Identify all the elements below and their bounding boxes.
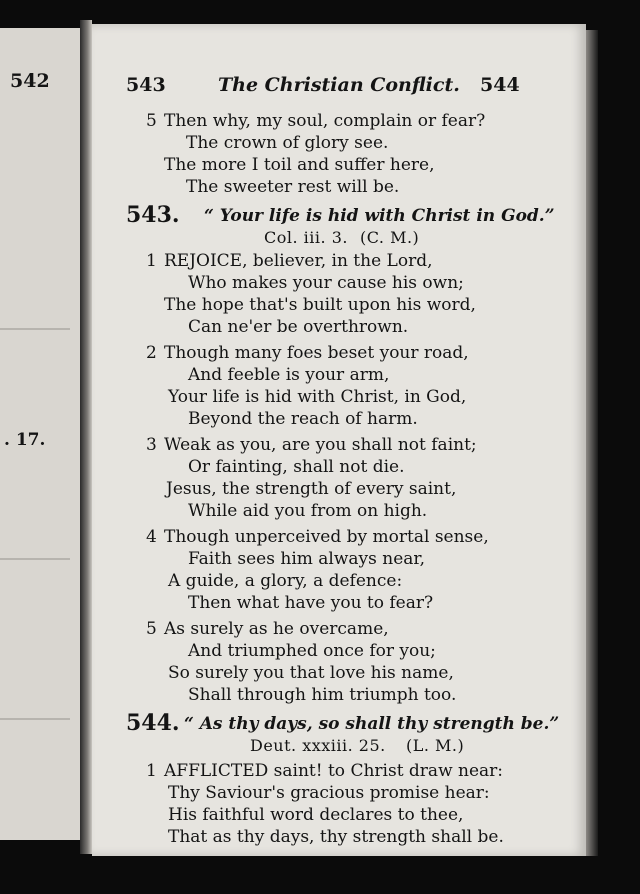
verse-line: The more I toil and suffer here,	[164, 155, 435, 175]
running-head-right-number: 544	[480, 74, 520, 96]
verse-number: 2	[146, 343, 157, 363]
verse-line: So surely you that love his name,	[168, 663, 454, 683]
scripture-reference: Deut. xxxiii. 25.	[250, 736, 386, 755]
verse-line: AFFLICTED saint! to Christ draw near:	[164, 761, 504, 781]
scripture-reference: Col. iii. 3.	[264, 228, 348, 247]
verse-line: The sweeter rest will be.	[186, 177, 400, 197]
verse-line: REJOICE, believer, in the Lord,	[164, 251, 433, 271]
left-page-rule	[0, 328, 70, 330]
left-page-rule	[0, 558, 70, 560]
verse-line: And feeble is your arm,	[188, 365, 390, 385]
verse-line: Weak as you, are you shall not faint;	[164, 435, 477, 455]
hymn-number: 543.	[126, 202, 180, 228]
page-right-edge	[586, 30, 598, 856]
verse-line: Beyond the reach of harm.	[188, 409, 418, 429]
verse-line: Can ne'er be overthrown.	[188, 317, 409, 337]
running-head-title: The Christian Conflict.	[218, 74, 460, 96]
book-gutter	[80, 20, 92, 854]
verse-line: Though unperceived by mortal sense,	[164, 527, 489, 547]
verse-line: That as thy days, thy strength shall be.	[168, 827, 504, 847]
running-head-left-number: 543	[126, 74, 166, 96]
verse-number: 1	[146, 251, 157, 271]
verse-line: Then what have you to fear?	[188, 593, 434, 613]
hymn-number: 544.	[126, 710, 180, 736]
verse-line: As surely as he overcame,	[164, 619, 389, 639]
meter-indicator: (C. M.)	[360, 228, 420, 247]
verse-line: The crown of glory see.	[186, 133, 389, 153]
verse-line: Who makes your cause his own;	[188, 273, 464, 293]
verse-line: Though many foes beset your road,	[164, 343, 469, 363]
verse-number: 5	[146, 111, 157, 131]
main-page	[92, 24, 586, 856]
hymn-title-quote: “ As thy days, so shall thy strength be.”	[184, 714, 560, 734]
verse-line: Thy Saviour's gracious promise hear:	[168, 783, 490, 803]
verse-line: Your life is hid with Christ, in God,	[168, 387, 467, 407]
verse-line: And triumphed once for you;	[188, 641, 436, 661]
verse-line: A guide, a glory, a defence:	[168, 571, 403, 591]
verse-line: The hope that's built upon his word,	[164, 295, 476, 315]
running-head	[92, 68, 586, 98]
left-page-rule	[0, 718, 70, 720]
verse-number: 5	[146, 619, 157, 639]
verse-line: His faithful word declares to thee,	[168, 805, 464, 825]
verse-number: 3	[146, 435, 157, 455]
meter-indicator: (L. M.)	[406, 736, 465, 755]
left-page	[0, 28, 82, 840]
hymn-title-quote: “ Your life is hid with Christ in God.”	[204, 206, 555, 226]
verse-line: Or fainting, shall not die.	[188, 457, 405, 477]
verse-number: 4	[146, 527, 157, 547]
verse-line: Jesus, the strength of every saint,	[166, 479, 457, 499]
verse-line: Then why, my soul, complain or fear?	[164, 111, 486, 131]
left-page-number: 542	[10, 70, 50, 92]
verse-line: Shall through him triumph too.	[188, 685, 457, 705]
left-page-fragment: . 17.	[4, 430, 46, 450]
verse-line: Faith sees him always near,	[188, 549, 426, 569]
verse-line: While aid you from on high.	[188, 501, 428, 521]
verse-number: 1	[146, 761, 157, 781]
